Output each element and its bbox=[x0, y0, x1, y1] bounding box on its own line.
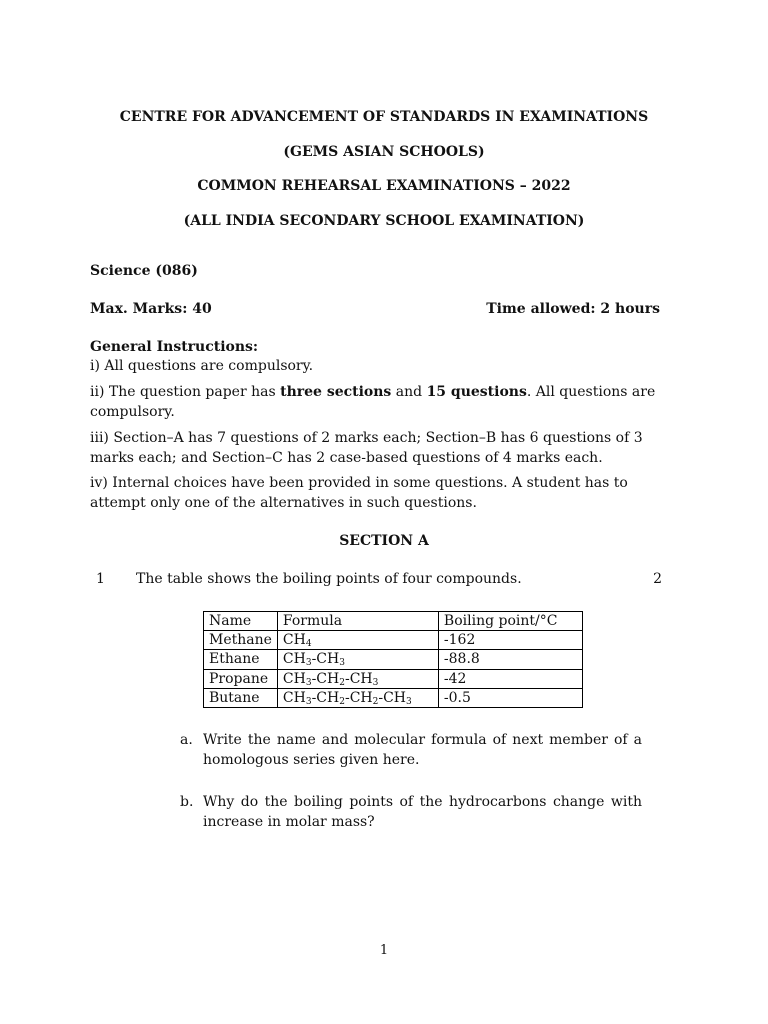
compound-formula: $CH_3-CH_2-CH_3$ bbox=[277, 669, 438, 688]
compound-name: Propane bbox=[204, 669, 278, 688]
table-header: Name bbox=[204, 612, 278, 631]
compound-formula: $CH_3-CH_3$ bbox=[277, 650, 438, 669]
question-marks: 2 bbox=[653, 571, 662, 587]
table-row bbox=[204, 669, 583, 688]
instruction-3: iii) Section–A has 7 questions of 2 marks each; Section–B has 6 questions of 3 marks each; and Section–C has 2 case-based questions of 4 marks each. bbox=[90, 430, 643, 466]
instruction-2-sections: three sections bbox=[280, 384, 392, 400]
table-header-row bbox=[204, 612, 583, 631]
part-label: b. bbox=[180, 794, 194, 810]
compound-name: Ethane bbox=[204, 650, 278, 669]
exam-category: (ALL INDIA SECONDARY SCHOOL EXAMINATION) bbox=[183, 213, 585, 229]
exam-title: COMMON REHEARSAL EXAMINATIONS – 2022 bbox=[197, 178, 571, 194]
boiling-point-table bbox=[203, 611, 583, 708]
table-row bbox=[204, 688, 583, 707]
compound-name: Methane bbox=[204, 631, 278, 650]
boiling-point: -162 bbox=[438, 631, 582, 650]
compound-formula: $CH_4$ bbox=[277, 631, 438, 650]
boiling-point: -0.5 bbox=[438, 688, 582, 707]
instruction-2 bbox=[90, 383, 662, 422]
question-part-a bbox=[180, 731, 642, 770]
boiling-point: -88.8 bbox=[438, 650, 582, 669]
exam-board-title: CENTRE FOR ADVANCEMENT OF STANDARDS IN EXAMINATIONS bbox=[119, 109, 649, 125]
instruction-2-part: and bbox=[391, 384, 427, 400]
instructions-heading: General Instructions: bbox=[90, 339, 259, 355]
question-part-b bbox=[180, 793, 642, 832]
table-row bbox=[204, 650, 583, 669]
subject-code: Science (086) bbox=[90, 263, 198, 279]
compound-name: Butane bbox=[204, 688, 278, 707]
instruction-2-questions: 15 questions bbox=[426, 384, 527, 400]
instruction-2-part: . All questions are compulsory. bbox=[90, 384, 656, 420]
school-name: (GEMS ASIAN SCHOOLS) bbox=[283, 144, 485, 160]
instruction-1: i) All questions are compulsory. bbox=[90, 358, 314, 374]
compound-formula: $CH_3-CH_2-CH_2-CH_3$ bbox=[277, 688, 438, 707]
instruction-2-part: ii) The question paper has bbox=[90, 384, 281, 400]
question-text: The table shows the boiling points of four compounds. bbox=[136, 571, 522, 587]
table-header: Boiling point/°C bbox=[438, 612, 582, 631]
part-text: Why do the boiling points of the hydrocarbons change with increase in molar mass? bbox=[203, 794, 642, 830]
table-header: Formula bbox=[277, 612, 438, 631]
part-label: a. bbox=[180, 732, 193, 748]
time-allowed: Time allowed: 2 hours bbox=[486, 301, 660, 317]
table-row bbox=[204, 631, 583, 650]
boiling-point: -42 bbox=[438, 669, 582, 688]
part-text: Write the name and molecular formula of next member of a homologous series given here. bbox=[203, 732, 642, 768]
max-marks: Max. Marks: 40 bbox=[90, 301, 212, 317]
question-number: 1 bbox=[96, 571, 105, 587]
instruction-4: iv) Internal choices have been provided in some questions. A student has to attempt only one of the alternatives in such questions. bbox=[90, 475, 628, 511]
section-title: SECTION A bbox=[339, 533, 429, 549]
page-number: 1 bbox=[379, 943, 389, 958]
